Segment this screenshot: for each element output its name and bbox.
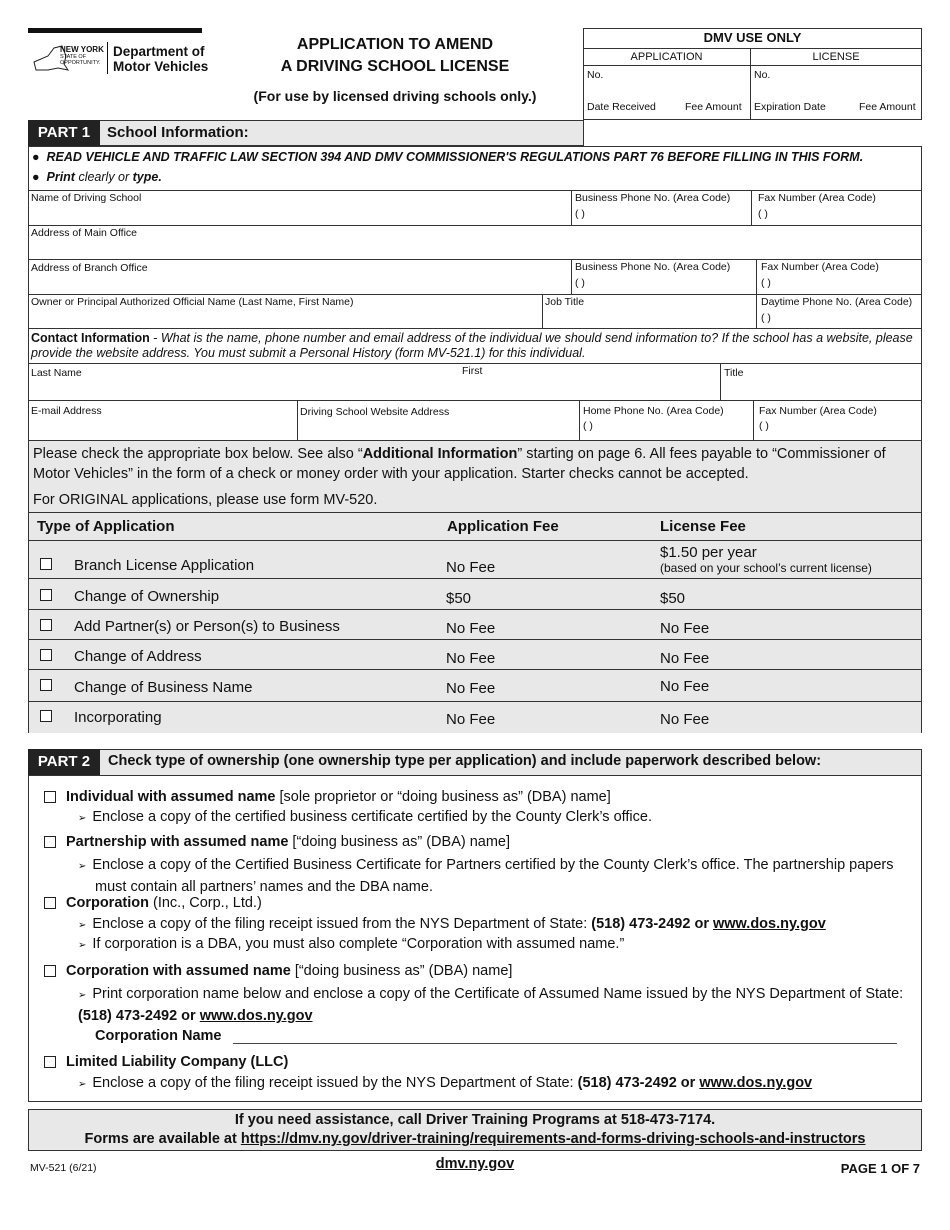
row-change-address-app-fee: No Fee — [446, 650, 496, 667]
checkbox-change-of-ownership[interactable] — [40, 589, 52, 601]
business-phone-2-label: Business Phone No. (Area Code) — [575, 261, 731, 273]
page-number: PAGE 1 OF 7 — [840, 1161, 920, 1176]
llc-bullet-1: ➢ Enclose a copy of the filing receipt issued by the NYS Department of State: (518) 473-2492 or www.dos.ny.gov — [78, 1075, 813, 1091]
v-720 — [720, 363, 721, 400]
row-change-address-lic-fee: No Fee — [660, 650, 710, 667]
col-type-of-application: Type of Application — [37, 518, 175, 535]
corporation-assumed-name-label: Corporation with assumed name [“doing business as” (DBA) name] — [66, 963, 513, 979]
fax-label: Fax Number (Area Code) — [758, 192, 876, 204]
row-add-partners-app-fee: No Fee — [446, 620, 496, 637]
assistance-text: If you need assistance, call Driver Training Programs at 518-473-7174. — [234, 1112, 716, 1128]
name-of-school-label: Name of Driving School — [31, 192, 142, 204]
row-change-ownership-label: Change of Ownership — [74, 588, 220, 605]
checkbox-add-partners[interactable] — [40, 619, 52, 631]
address-branch-label: Address of Branch Office — [31, 262, 148, 274]
checkbox-partnership-assumed-name[interactable] — [44, 836, 56, 848]
daytime-phone-field[interactable]: ( ) — [761, 312, 771, 324]
checkbox-corporation[interactable] — [44, 897, 56, 909]
individual-assumed-name-label: Individual with assumed name [sole proprietor or “doing business as” (DBA) name] — [66, 789, 611, 805]
checkbox-branch-license[interactable] — [40, 558, 52, 570]
dmv-app-no: No. — [587, 69, 604, 81]
row-change-business-name-lic-fee: No Fee — [660, 678, 710, 695]
row-incorporating-label: Incorporating — [74, 709, 162, 726]
row-branch-license-label: Branch License Application — [74, 557, 255, 574]
home-phone-field[interactable]: ( ) — [583, 420, 593, 432]
dmv-site-link[interactable]: dmv.ny.gov — [435, 1156, 515, 1172]
individual-bullet-1: ➢ Enclose a copy of the certified business certificate certified by the County Clerk’s office. — [78, 809, 652, 825]
checkbox-change-business-name[interactable] — [40, 679, 52, 691]
row-change-business-name-label: Change of Business Name — [74, 679, 253, 696]
dos-link-1[interactable]: www.dos.ny.gov — [713, 916, 826, 932]
row-change-ownership-lic-fee: $50 — [660, 590, 686, 607]
corporation-name-label: Corporation Name — [95, 1028, 222, 1044]
dmv-app-fee-amount: Fee Amount — [685, 101, 742, 113]
rule-363 — [28, 363, 922, 364]
v-753 — [753, 400, 754, 440]
daytime-phone-label: Daytime Phone No. (Area Code) — [761, 296, 913, 308]
first-name-label: First — [462, 365, 483, 377]
title-label: Title — [724, 367, 744, 379]
dmv-lic-fee-amount: Fee Amount — [859, 101, 916, 113]
row-add-partners-label: Add Partner(s) or Person(s) to Business — [74, 618, 340, 635]
row-add-partners-lic-fee: No Fee — [660, 620, 710, 637]
dmv-rule-2 — [583, 65, 922, 66]
dmv-lic-no: No. — [754, 69, 771, 81]
dept-line1: Department of — [113, 44, 205, 59]
business-phone-field[interactable]: ( ) — [575, 208, 585, 220]
rule-639 — [29, 639, 921, 640]
row-branch-license-lic-fee: $1.50 per year — [660, 544, 757, 561]
fax-3-field[interactable]: ( ) — [759, 420, 769, 432]
rule-190 — [28, 190, 922, 191]
dos-link-3[interactable]: www.dos.ny.gov — [699, 1075, 813, 1091]
business-phone-label: Business Phone No. (Area Code) — [575, 192, 731, 204]
form-number: MV-521 (6/21) — [30, 1162, 97, 1174]
dmv-use-only-title: DMV USE ONLY — [703, 30, 802, 45]
rule-669 — [29, 669, 921, 670]
part1-tag: PART 1 — [28, 120, 100, 146]
business-phone-2-field[interactable]: ( ) — [575, 277, 585, 289]
dmv-divider — [750, 48, 751, 120]
row-change-ownership-app-fee: $50 — [446, 590, 472, 607]
address-main-input[interactable] — [32, 240, 912, 256]
instructions-text: Please check the appropriate box below. See also “Additional Information” starting on page 6. All fees payable to “Commissioner of Motor Vehicles” in the form of a check or money order with your application. Starter checks cannot be accepted. — [33, 446, 886, 482]
row-incorporating-app-fee: No Fee — [446, 711, 496, 728]
form-title-line2: A DRIVING SCHOOL LICENSE — [280, 58, 510, 75]
part1-note-1: ● READ VEHICLE AND TRAFFIC LAW SECTION 394 AND DMV COMMISSIONER'S REGULATIONS PART 76 BEFORE FILLING IN THIS FORM. — [32, 150, 864, 164]
checkbox-individual-assumed-name[interactable] — [44, 791, 56, 803]
fax-3-label: Fax Number (Area Code) — [759, 405, 877, 417]
partnership-assumed-name-label: Partnership with assumed name [“doing business as” (DBA) name] — [66, 834, 511, 850]
owner-name-label: Owner or Principal Authorized Official Name (Last Name, First Name) — [31, 296, 354, 308]
job-title-label: Job Title — [545, 296, 585, 308]
ny-state-logo — [28, 42, 106, 76]
forms-available-text: Forms are available at https://dmv.ny.gov/driver-training/requirements-and-forms-driving-schools-and-instructors — [84, 1131, 866, 1147]
rule-609 — [29, 609, 921, 610]
checkbox-corporation-assumed-name[interactable] — [44, 965, 56, 977]
logo-state-text: STATE OF — [60, 54, 87, 60]
website-label: Driving School Website Address — [300, 406, 450, 418]
part2-title: Check type of ownership (one ownership type per application) and include paperwork described below: — [108, 753, 822, 769]
v-542 — [542, 294, 543, 328]
logo-opp-text: OPPORTUNITY. — [60, 60, 101, 66]
dmv-rule-1 — [583, 48, 922, 49]
part1-note-2: ● Print clearly or type. — [32, 170, 162, 184]
dos-link-2[interactable]: www.dos.ny.gov — [199, 1008, 313, 1024]
checkbox-change-of-address[interactable] — [40, 649, 52, 661]
rule-400 — [28, 400, 922, 401]
v-579 — [579, 400, 580, 440]
col-application-fee: Application Fee — [447, 518, 559, 535]
part2-tag: PART 2 — [28, 749, 100, 775]
contact-information-text: Contact Information - What is the name, phone number and email address of the individual we should send information to? If the school has a website, please provide the website address. You must submit a Personal History (form MV-521.1) for this individual. — [31, 331, 913, 360]
corporation-label: Corporation (Inc., Corp., Ltd.) — [66, 895, 262, 911]
dmv-license-header: LICENSE — [812, 51, 860, 63]
fax-field[interactable]: ( ) — [758, 208, 768, 220]
v-571a — [571, 190, 572, 225]
v-756b — [756, 259, 757, 294]
corporation-assumed-bullet-1: ➢ Print corporation name below and enclose a copy of the Certificate of Assumed Name issued by the NYS Department of State: (518) 473-2492 or www.dos.ny.gov — [78, 986, 904, 1024]
rule-578 — [29, 578, 921, 579]
row-change-address-label: Change of Address — [74, 648, 202, 665]
fax-2-label: Fax Number (Area Code) — [761, 261, 879, 273]
form-subtitle: (For use by licensed driving schools only.) — [253, 88, 537, 104]
rule-259 — [28, 259, 922, 260]
checkbox-incorporating[interactable] — [40, 710, 52, 722]
home-phone-label: Home Phone No. (Area Code) — [583, 405, 724, 417]
col-license-fee: License Fee — [660, 518, 746, 535]
v-751a — [751, 190, 752, 225]
rule-701 — [29, 701, 921, 702]
original-applications-note: For ORIGINAL applications, please use form MV-520. — [33, 492, 378, 508]
v-756c — [756, 294, 757, 328]
name-of-school-input[interactable] — [32, 204, 568, 222]
row-incorporating-lic-fee: No Fee — [660, 711, 710, 728]
part1-title: School Information: — [107, 124, 249, 141]
dmv-application-header: APPLICATION — [630, 51, 703, 63]
row-change-business-name-app-fee: No Fee — [446, 680, 496, 697]
checkbox-llc[interactable] — [44, 1056, 56, 1068]
forms-link[interactable]: https://dmv.ny.gov/driver-training/requirements-and-forms-driving-schools-and-instructors — [240, 1131, 866, 1147]
v-571b — [571, 259, 572, 294]
corporation-name-input[interactable] — [233, 1043, 897, 1044]
fax-2-field[interactable]: ( ) — [761, 277, 771, 289]
form-title-line1: APPLICATION TO AMEND — [296, 36, 494, 53]
rule-225 — [28, 225, 922, 226]
rule-328 — [28, 328, 922, 329]
row-branch-license-lic-note: (based on your school’s current license) — [660, 561, 872, 575]
logo-divider — [107, 42, 108, 74]
partnership-bullet-1: ➢ Enclose a copy of the Certified Business Certificate for Partners certified by the County Clerk’s office. The partnership papers must contain all partners’ names and the DBA name. — [78, 857, 894, 895]
address-main-label: Address of Main Office — [31, 227, 138, 239]
dmv-expiration-date: Expiration Date — [754, 101, 826, 113]
llc-label: Limited Liability Company (LLC) — [66, 1054, 289, 1070]
last-name-label: Last Name — [31, 367, 82, 379]
v-297 — [297, 400, 298, 440]
header-rule — [28, 28, 202, 33]
corporation-bullet-1: ➢ Enclose a copy of the filing receipt issued from the NYS Department of State: (518) 473-2492 or www.dos.ny.gov — [78, 916, 826, 932]
rule-294 — [28, 294, 922, 295]
corporation-bullet-2: ➢ If corporation is a DBA, you must also complete “Corporation with assumed name.” — [78, 936, 625, 952]
row-branch-license-app-fee: No Fee — [446, 559, 496, 576]
dmv-date-received: Date Received — [587, 101, 656, 113]
dept-line2: Motor Vehicles — [113, 59, 209, 74]
email-label: E-mail Address — [31, 405, 102, 417]
logo-ny-text: NEW YORK — [60, 45, 104, 54]
